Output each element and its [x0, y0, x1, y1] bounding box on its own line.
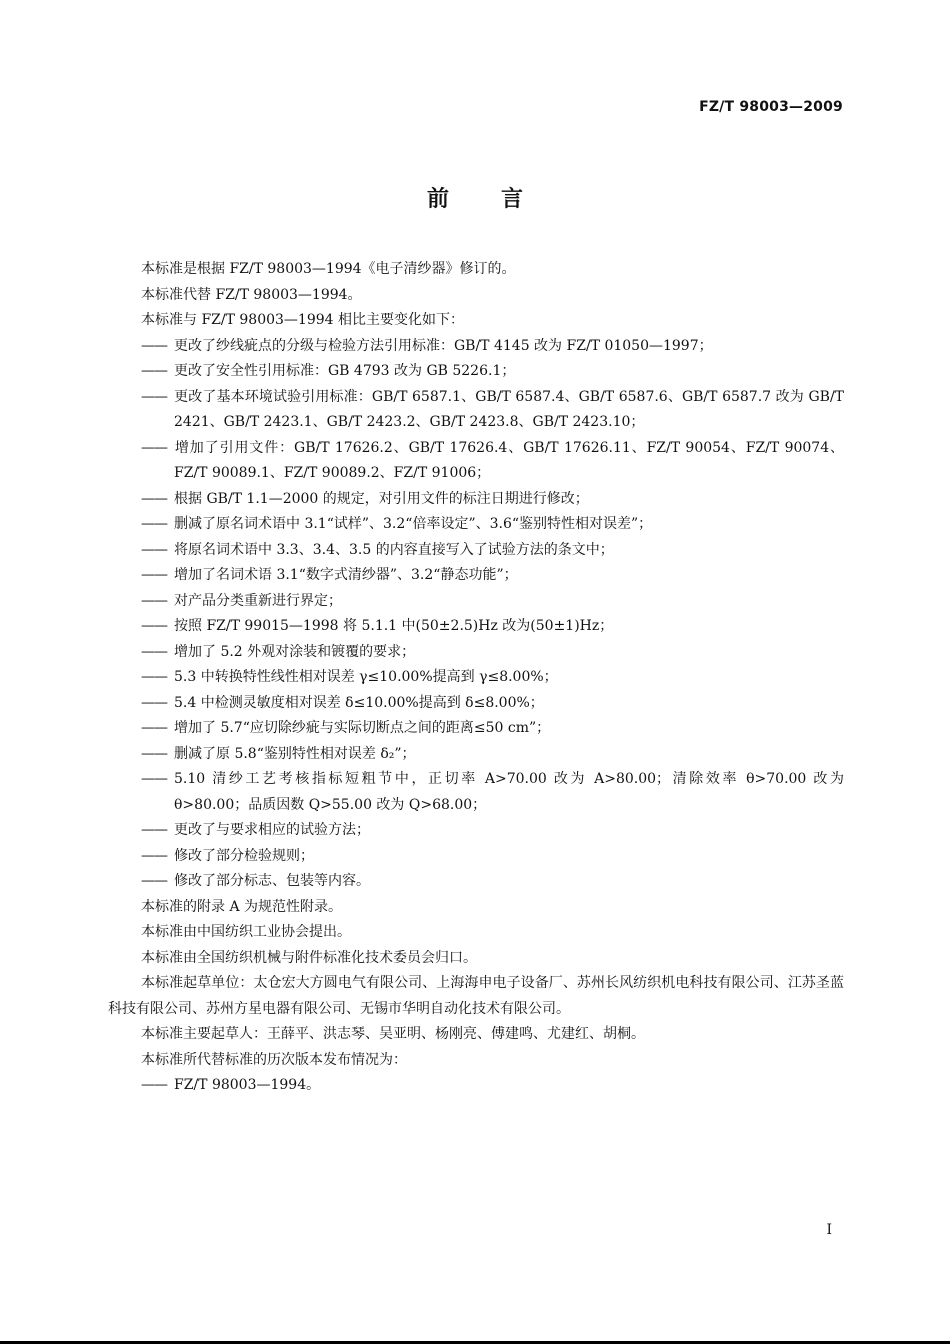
dash-marker: —— [141, 847, 167, 864]
standard-code-header: FZ/T 98003—2009 [699, 99, 843, 115]
paragraph: 本标准所代替标准的历次版本发布情况为： [141, 1051, 407, 1068]
change-item [108, 436, 844, 487]
dash-marker: —— [141, 771, 167, 787]
change-item [108, 334, 844, 360]
change-item [108, 844, 844, 870]
dash-marker: —— [141, 490, 167, 507]
change-item-text: 按照 FZ/T 99015—1998 将 5.1.1 中(50±2.5)Hz 改为(50±1)Hz； [174, 618, 614, 634]
change-item [108, 589, 844, 615]
change-item-text: 更改了纱线疵点的分级与检验方法引用标准：GB/T 4145 改为 FZ/T 01050—1997； [174, 337, 713, 354]
change-item-text: 将原名词术语中 3.3、3.4、3.5 的内容直接写入了试验方法的条文中； [174, 541, 614, 558]
document-body [108, 257, 844, 1099]
change-item [108, 818, 844, 844]
dash-marker: —— [141, 388, 167, 405]
change-item [108, 359, 844, 385]
paragraph: 本标准代替 FZ/T 98003—1994。 [141, 286, 362, 303]
dash-marker: —— [141, 439, 167, 456]
change-item-text: 5.4 中检测灵敏度相对误差 δ≤10.00%提高到 δ≤8.00%； [174, 694, 544, 711]
change-item [108, 640, 844, 666]
change-item [108, 487, 844, 513]
change-item [108, 614, 844, 640]
change-item-text: 删减了原 5.8“鉴别特性相对误差 δ₂”； [174, 745, 416, 762]
dash-marker: —— [141, 873, 167, 889]
dash-marker: —— [141, 745, 167, 762]
dash-marker: —— [141, 516, 167, 532]
change-item-text: 增加了 5.7“应切除纱疵与实际切断点之间的距离≤50 cm”； [174, 720, 551, 736]
change-item-text: 根据 GB/T 1.1—2000 的规定，对引用文件的标注日期进行修改； [174, 490, 589, 507]
dash-marker: —— [141, 592, 167, 609]
change-item-text: 修改了部分检验规则； [174, 847, 314, 864]
change-item-text: 更改了安全性引用标准：GB 4793 改为 GB 5226.1； [174, 363, 516, 379]
dash-marker: —— [141, 618, 167, 634]
dash-marker: —— [141, 643, 167, 660]
change-item-text: 删减了原名词术语中 3.1“试样”、3.2“倍率设定”、3.6“鉴别特性相对误差”； [174, 516, 653, 532]
dash-marker: —— [141, 541, 167, 558]
change-item-text: 5.10 清纱工艺考核指标短粗节中，正切率 A>70.00 改为 A>80.00；清除效率 θ>70.00 改为 θ>80.00；品质因数 Q>55.00 改为 Q>68.00； [174, 771, 844, 813]
paragraph: 本标准是根据 FZ/T 98003—1994《电子清纱器》修订的。 [141, 261, 516, 277]
page-title: 前言 [426, 187, 575, 212]
change-item-text: 增加了名词术语 3.1“数字式清纱器”、3.2“静态功能”； [174, 567, 518, 583]
dash-marker: —— [141, 669, 167, 685]
change-item [108, 691, 844, 717]
change-item [108, 716, 844, 742]
change-item-text: 增加了引用文件：GB/T 17626.2、GB/T 17626.4、GB/T 17626.11、FZ/T 90054、FZ/T 90074、FZ/T 90089.1、FZ/T 90089.2、FZ/T 91006； [174, 439, 844, 481]
change-item-text: 更改了与要求相应的试验方法； [174, 822, 370, 838]
change-item-text: 对产品分类重新进行界定； [174, 592, 342, 609]
change-item-text: 增加了 5.2 外观对涂装和镀覆的要求； [174, 643, 416, 660]
paragraph: 本标准起草单位：太仓宏大方圆电气有限公司、上海海申电子设备厂、苏州长风纺织机电科技有限公司、江苏圣蓝科技有限公司、苏州方星电器有限公司、无锡市华明自动化技术有限公司。 [108, 975, 844, 1017]
paragraph: 本标准的附录 A 为规范性附录。 [141, 898, 343, 915]
change-item [108, 665, 844, 691]
change-item [108, 869, 844, 895]
change-item-text: 5.3 中转换特性线性相对误差 γ≤10.00%提高到 γ≤8.00%； [174, 669, 558, 685]
dash-marker: —— [141, 1077, 167, 1093]
page-number: I [826, 1222, 832, 1238]
change-item [108, 742, 844, 768]
paragraph: 本标准由中国纺织工业协会提出。 [141, 924, 351, 940]
change-item [108, 538, 844, 564]
paragraph: 本标准由全国纺织机械与附件标准化技术委员会归口。 [141, 949, 477, 966]
dash-marker: —— [141, 567, 167, 583]
dash-marker: —— [141, 363, 167, 379]
paragraph: 本标准与 FZ/T 98003—1994 相比主要变化如下： [141, 312, 465, 328]
dash-marker: —— [141, 337, 167, 354]
change-item [108, 563, 844, 589]
dash-marker: —— [141, 694, 167, 711]
change-item-text: 修改了部分标志、包装等内容。 [174, 873, 370, 889]
change-item-text: 更改了基本环境试验引用标准：GB/T 6587.1、GB/T 6587.4、GB/T 6587.6、GB/T 6587.7 改为 GB/T 2421、GB/T 2423.1、GB/T 2423.2、GB/T 2423.8、GB/T 2423.10； [174, 388, 844, 430]
dash-marker: —— [141, 822, 167, 838]
dash-marker: —— [141, 720, 167, 736]
history-item-text: FZ/T 98003—1994。 [174, 1077, 321, 1093]
change-item [108, 385, 844, 436]
change-item [108, 767, 844, 818]
history-item [108, 1073, 844, 1099]
paragraph: 本标准主要起草人：王薛平、洪志琴、吴亚明、杨刚亮、傅建鸣、尤建红、胡桐。 [141, 1026, 645, 1042]
change-item [108, 512, 844, 538]
